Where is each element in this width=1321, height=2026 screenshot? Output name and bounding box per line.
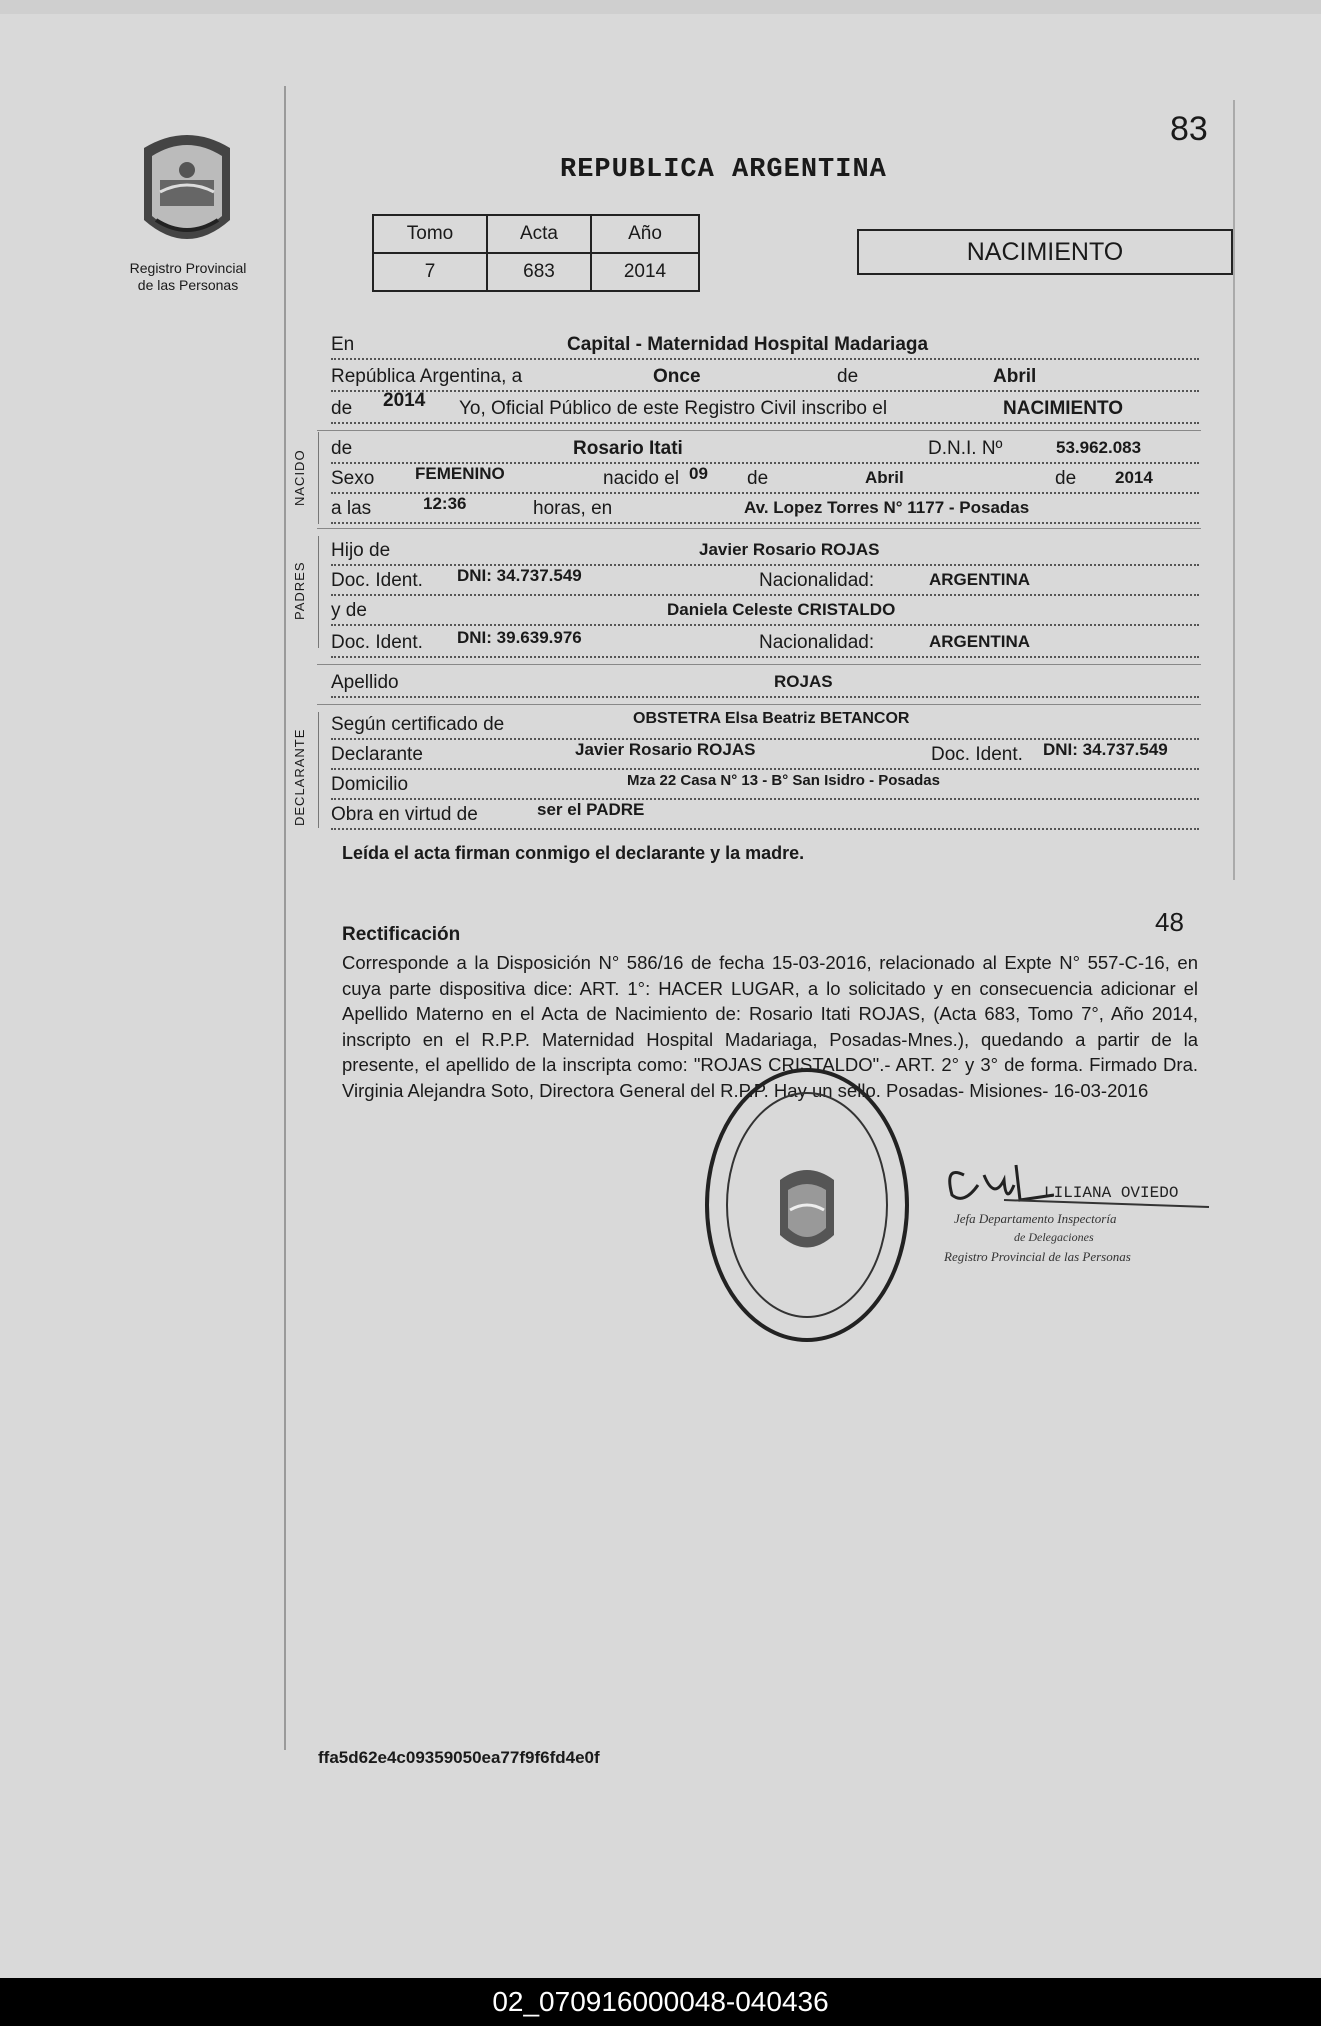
padre-value: Javier Rosario ROJAS — [699, 540, 880, 559]
de-label-2: de — [331, 398, 353, 419]
value-acta: 683 — [487, 253, 591, 291]
signature-line2: de Delegaciones — [1014, 1230, 1094, 1244]
header-acta: Acta — [487, 215, 591, 253]
horas-label: horas, en — [533, 498, 613, 519]
acto-value: NACIMIENTO — [1003, 398, 1123, 419]
domicilio-label: Domicilio — [331, 774, 409, 795]
hora-value: 12:36 — [423, 494, 467, 513]
field-nombre — [331, 436, 1199, 464]
decl-doc-label: Doc. Ident. — [931, 744, 1023, 765]
declarante-value: Javier Rosario ROJAS — [575, 740, 756, 759]
value-anio: 2014 — [591, 253, 699, 291]
closing-statement: Leída el acta firman conmigo el declarante y la madre. — [342, 843, 805, 863]
header-tomo: Tomo — [373, 215, 487, 253]
right-margin-line — [1233, 100, 1235, 880]
side-label-declarante: DECLARANTE — [292, 728, 307, 826]
provincial-seal-icon — [136, 128, 238, 258]
sexo-value: FEMENINO — [415, 464, 505, 483]
sexo-label: Sexo — [331, 468, 375, 489]
signature-icon — [934, 1145, 1214, 1285]
field-anio — [331, 390, 1199, 424]
nacido-de1: de — [747, 468, 769, 489]
footer-document-id: 02_070916000048-040436 — [492, 1986, 829, 2017]
obra-value: ser el PADRE — [537, 800, 645, 819]
nombre-label: de — [331, 438, 353, 459]
seal-caption-line1: Registro Provincial — [129, 260, 247, 276]
dia-value: Once — [653, 366, 701, 387]
dni-label: D.N.I. Nº — [928, 438, 1003, 459]
field-apellido — [331, 670, 1199, 698]
anio-value: 2014 — [383, 390, 426, 411]
field-sexo — [331, 466, 1199, 494]
field-en — [331, 332, 1199, 360]
section-divider — [317, 664, 1201, 665]
field-segun — [331, 712, 1199, 740]
alas-label: a las — [331, 498, 372, 519]
field-fecha — [331, 364, 1199, 392]
official-stamp-icon — [700, 1060, 915, 1350]
lugar-value: Av. Lopez Torres N° 1177 - Posadas — [744, 498, 1030, 517]
rectification-number: 48 — [1155, 907, 1184, 937]
page-top-edge — [0, 0, 1321, 14]
left-margin-line — [284, 86, 286, 1750]
domicilio-value: Mza 22 Casa N° 13 - B° San Isidro - Posadas — [627, 772, 940, 789]
nacido-dia: 09 — [689, 464, 708, 483]
nombre-value: Rosario Itati — [573, 438, 683, 459]
nacido-de2: de — [1055, 468, 1077, 489]
obra-label: Obra en virtud de — [331, 804, 478, 825]
decl-doc-value: DNI: 34.737.549 — [1043, 740, 1168, 759]
signature-line1: Jefa Departamento Inspectoría — [954, 1211, 1117, 1226]
oficial-text: Yo, Oficial Público de este Registro Civil inscribo el — [459, 398, 888, 419]
padre-nac-value: ARGENTINA — [929, 570, 1031, 589]
record-type-box: NACIMIENTO — [857, 229, 1233, 275]
hijo-label: Hijo de — [331, 540, 391, 561]
madre-nac-label: Nacionalidad: — [759, 632, 875, 653]
madre-nac-value: ARGENTINA — [929, 632, 1031, 651]
field-madre-doc — [331, 630, 1199, 658]
nacido-anio: 2014 — [1115, 468, 1153, 487]
apellido-value: ROJAS — [774, 672, 833, 691]
segun-value: OBSTETRA Elsa Beatriz BETANCOR — [633, 710, 910, 727]
header-anio: Año — [591, 215, 699, 253]
segun-label: Según certificado de — [331, 714, 505, 735]
padre-doc-value: DNI: 34.737.549 — [457, 566, 582, 585]
value-tomo: 7 — [373, 253, 487, 291]
seal-caption-line2: de las Personas — [137, 277, 239, 293]
side-label-nacido: NACIDO — [292, 449, 307, 506]
en-label: En — [331, 334, 355, 355]
padre-nac-label: Nacionalidad: — [759, 570, 875, 591]
document-hash: ffa5d62e4c09359050ea77f9f6fd4e0f — [318, 1748, 600, 1767]
madre-value: Daniela Celeste CRISTALDO — [667, 600, 896, 619]
page-number: 83 — [1170, 110, 1208, 148]
madre-doc-label: Doc. Ident. — [331, 632, 423, 653]
section-divider — [317, 430, 1201, 431]
republica-label: República Argentina, a — [331, 366, 523, 387]
nacido-mes: Abril — [865, 468, 904, 487]
field-domicilio — [331, 772, 1199, 800]
nacido-bracket — [318, 432, 319, 524]
signature-line3: Registro Provincial de las Personas — [944, 1249, 1131, 1264]
registry-table — [372, 214, 700, 292]
field-declarante — [331, 742, 1199, 770]
field-madre — [331, 598, 1199, 626]
padres-bracket — [318, 536, 319, 648]
side-label-padres: PADRES — [292, 561, 307, 620]
section-divider — [317, 704, 1201, 705]
seal-caption — [108, 260, 268, 294]
document-title: REPUBLICA ARGENTINA — [560, 155, 887, 185]
field-obra — [331, 802, 1199, 830]
field-padre — [331, 538, 1199, 566]
padre-doc-label: Doc. Ident. — [331, 570, 423, 591]
yde-label: y de — [331, 600, 367, 621]
field-padre-doc — [331, 568, 1199, 596]
section-divider — [317, 528, 1201, 529]
nacido-label: nacido el — [603, 468, 680, 489]
madre-doc-value: DNI: 39.639.976 — [457, 628, 582, 647]
dni-value: 53.962.083 — [1056, 438, 1142, 457]
declarante-bracket — [318, 712, 319, 828]
field-hora — [331, 496, 1199, 524]
mes-value: Abril — [993, 366, 1037, 387]
de-label: de — [837, 366, 859, 387]
apellido-label: Apellido — [331, 672, 399, 693]
rectification-title: Rectificación — [342, 924, 461, 945]
signature-name: LILIANA OVIEDO — [1044, 1184, 1179, 1202]
declarante-label: Declarante — [331, 744, 423, 765]
en-value: Capital - Maternidad Hospital Madariaga — [567, 334, 929, 355]
rectification-body: Corresponde a la Disposición N° 586/16 de fecha 15-03-2016, relacionado al Expte N° 557-C-16, en cuya parte dispositiva dice: ART. 1°: HACER LUGAR, a lo solicitado y en consecuencia adicionar el Apellido Materno en el Acta de Nacimiento de: Rosario Itati ROJAS, (Acta 683, Tomo 7°, Año 2014, inscripto en el R.P.P. Maternidad Hospital Madariaga, Posadas-Mnes.), quedando a partir de la presente, el apellido de la inscripta como: "ROJAS CRISTALDO".- ART. 2° y 3° de forma. Firmado Dra. Virginia Alejandra Soto, Directora General del R.P.P. Hay un sello. Posadas- Misiones- 16-03-2016 — [342, 952, 1198, 1101]
